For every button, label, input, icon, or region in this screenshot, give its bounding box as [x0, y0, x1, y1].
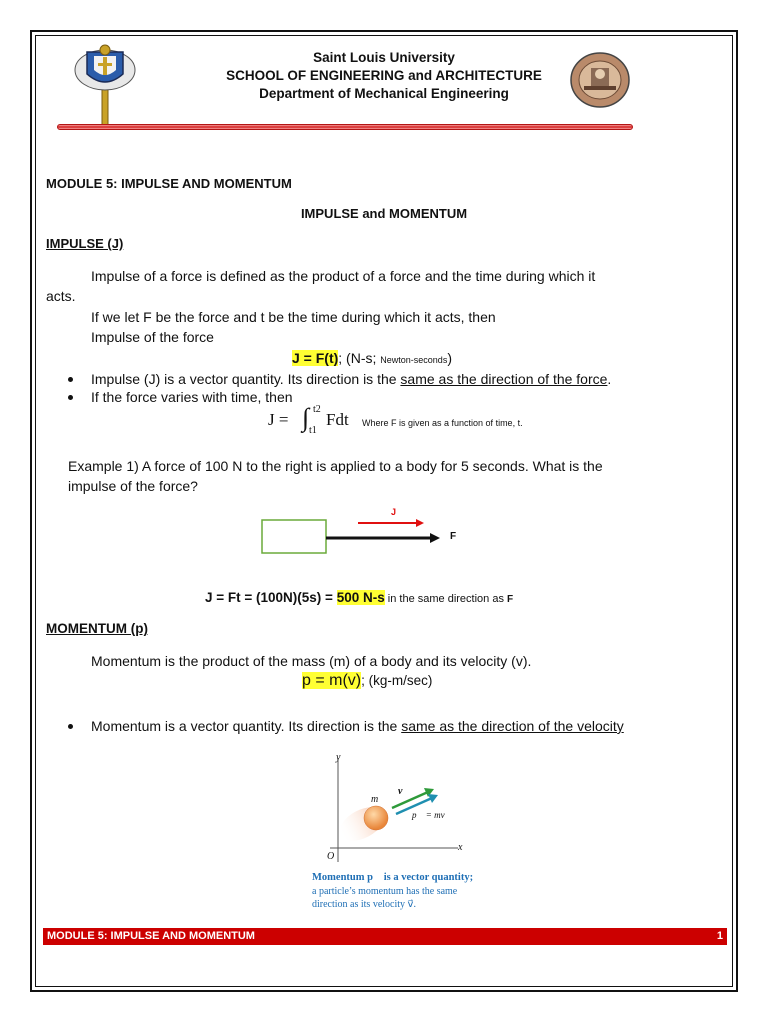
solution-highlight: 500 N-s: [336, 590, 385, 605]
impulse-arrow-head: [416, 519, 424, 527]
integral-body: Fdt: [326, 410, 349, 429]
bullet-dot: [68, 395, 73, 400]
bullet-dot: [68, 724, 73, 729]
page-footer: [43, 928, 727, 945]
solution-direction: in the same direction as: [384, 593, 508, 605]
momentum-bullet-text: Momentum is a vector quantity. Its direction is the: [91, 718, 402, 734]
integral-upper-limit: t2: [313, 404, 321, 415]
momentum-units: ; (kg-m/sec): [361, 673, 433, 688]
integral-lower-limit: t1: [309, 425, 317, 436]
school-name: SCHOOL OF ENGINEERING and ARCHITECTURE: [226, 68, 542, 83]
impulse-bullet1-text: Impulse (J) is a vector quantity. Its direction is the: [91, 371, 401, 387]
body-box: [262, 520, 326, 553]
impulse-formula: J = F(t): [292, 350, 339, 366]
impulse-units-b: Newton-seconds: [380, 355, 448, 365]
impulse-formula-line: [292, 349, 452, 369]
university-name: Saint Louis University: [313, 50, 455, 65]
impulse-bullet1: [91, 370, 611, 388]
arrow-label-J: J: [391, 507, 397, 517]
footer-page-number: 1: [716, 930, 723, 942]
figure-caption-line3: direction as its velocity v⃗.: [312, 899, 416, 910]
integral-note: Where F is given as a function of time, t.: [362, 418, 523, 428]
impulse-definition-line2: acts.: [46, 288, 76, 304]
impulse-bullet2: If the force varies with time, then: [91, 389, 293, 405]
momentum-formula-line: [302, 672, 432, 690]
impulse-bullet1-underlined: same as the direction of the force: [400, 371, 608, 387]
impulse-line3: If we let F be the force and t be the time during which it acts, then: [91, 309, 496, 325]
momentum-bullet-underlined: same as the direction of the velocity: [401, 718, 624, 734]
example-line2: impulse of the force?: [68, 478, 198, 494]
example-line1: Example 1) A force of 100 N to the right is applied to a body for 5 seconds. What is the: [68, 458, 603, 474]
integral-sign: ∫: [302, 403, 310, 432]
university-crest-logo: [72, 42, 144, 128]
arrow-label-F: F: [450, 531, 457, 542]
figure-mass-label: m: [371, 794, 379, 805]
figure-caption-bold: Momentum p⃗ is a vector quantity;: [312, 872, 474, 883]
impulse-definition-line1: Impulse of a force is defined as the product of a force and the time during which it: [91, 268, 596, 284]
impulse-line4: Impulse of the force: [91, 329, 214, 345]
figure-momentum-label: p⃗ = mv⃗: [412, 810, 452, 820]
integral-J: J =: [268, 410, 289, 429]
center-title: IMPULSE and MOMENTUM: [300, 206, 468, 221]
department-name: Department of Mechanical Engineering: [259, 86, 509, 101]
impulse-units-a: ; (N-s;: [338, 350, 381, 366]
momentum-bullet: [91, 717, 624, 735]
impulse-heading: IMPULSE (J): [46, 236, 124, 251]
example-solution: [205, 590, 513, 605]
bullet-dot: [68, 377, 73, 382]
momentum-definition: Momentum is the product of the mass (m) of a body and its velocity (v).: [91, 653, 532, 669]
figure-origin-label: O: [327, 851, 335, 862]
module-title: MODULE 5: IMPULSE AND MOMENTUM: [46, 176, 292, 191]
solution-F: F: [507, 594, 514, 605]
force-arrow-head: [430, 533, 440, 543]
figure-x-label: x: [458, 842, 463, 853]
footer-module-title: MODULE 5: IMPULSE AND MOMENTUM: [47, 930, 255, 942]
impulse-units-c: ): [447, 350, 452, 366]
figure-velocity-label: v⃗: [398, 786, 411, 797]
momentum-formula: p = m(v): [302, 672, 362, 689]
momentum-heading: MOMENTUM (p): [46, 621, 148, 636]
figure-caption-line2: a particle’s momentum has the same: [312, 886, 458, 897]
impulse-bullet1-end: .: [607, 371, 612, 387]
force-diagram: [258, 506, 468, 558]
solution-text: J = Ft = (100N)(5s) =: [205, 590, 337, 605]
figure-y-label: y: [336, 752, 341, 763]
header-divider: [57, 124, 633, 130]
particle-ball: [364, 806, 388, 830]
